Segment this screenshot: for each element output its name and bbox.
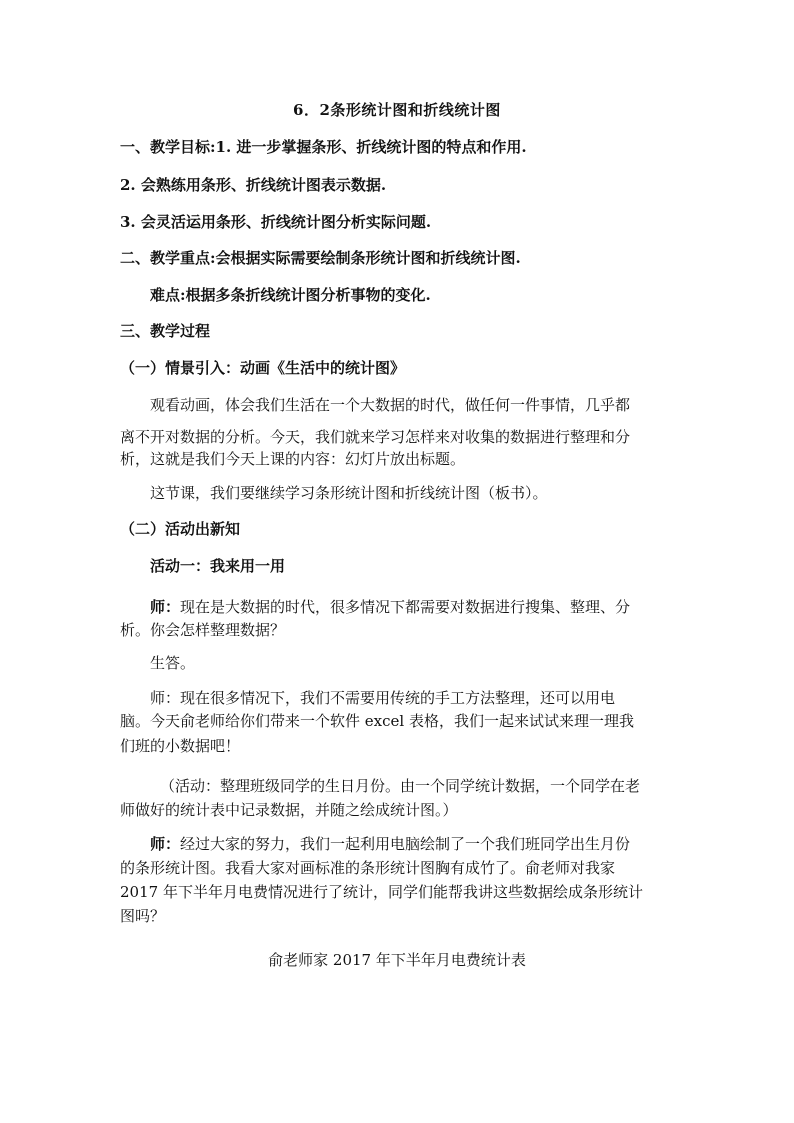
section-1-heading: （一）情景引入：动画《生活中的统计图》 [120, 359, 406, 377]
teacher-label: 师： [150, 598, 181, 616]
activity-note-line-1: （活动：整理班级同学的生日月份。由一个同学统计数据，一个同学在老 [160, 777, 641, 795]
difficulty: 难点:根据多条折线统计图分析事物的变化. [150, 286, 431, 304]
objectives-heading: 一、教学目标:1. 进一步掌握条形、折线统计图的特点和作用. [120, 138, 527, 156]
section-1-paragraph-2: 这节课，我们要继续学习条形统计图和折线统计图（板书）。 [150, 484, 548, 502]
teacher-remark-3-line-4: 图吗？ [120, 907, 166, 925]
key-points: 二、教学重点:会根据实际需要绘制条形统计图和折线统计图. [120, 249, 521, 267]
objective-3: 3. 会灵活运用条形、折线统计图分析实际问题. [120, 213, 432, 231]
document-title: 6．2条形统计图和折线统计图 [293, 101, 501, 119]
section-2-heading: （二）活动出新知 [120, 520, 241, 538]
teacher-remark-1-line-1 [150, 597, 630, 617]
teacher-remark-3-text: 经过大家的努力，我们一起利用电脑绘制了一个我们班同学出生月份 [180, 835, 631, 853]
student-answer: 生答。 [150, 654, 196, 672]
teacher-remark-3-line-2: 的条形统计图。我看大家对画标准的条形统计图胸有成竹了。俞老师对我家 [120, 859, 616, 877]
process-heading: 三、教学过程 [120, 322, 211, 340]
section-1-paragraph-line-2: 离不开对数据的分析。今天，我们就来学习怎样来对收集的数据进行整理和分 [120, 428, 631, 446]
teacher-remark-1-line-2: 析。你会怎样整理数据？ [120, 621, 286, 639]
activity-note-line-2: 师做好的统计表中记录数据，并随之绘成统计图。） [120, 801, 458, 819]
teacher-remark-3-line-1 [150, 834, 630, 854]
teacher-remark-2-line-3: 们班的小数据吧！ [120, 737, 241, 755]
objective-2: 2. 会熟练用条形、折线统计图表示数据. [120, 176, 387, 194]
activity-1-heading: 活动一：我来用一用 [150, 557, 286, 575]
teacher-remark-2-line-2: 脑。今天俞老师给你们带来一个软件 excel 表格，我们一起来试试来理一理我 [120, 712, 634, 730]
teacher-remark-1-text: 现在是大数据的时代，很多情况下都需要对数据进行搜集、整理、分 [180, 598, 631, 616]
teacher-remark-2-line-1: 师：现在很多情况下，我们不需要用传统的手工方法整理，还可以用电 [150, 689, 616, 707]
table-caption: 俞老师家 2017 年下半年月电费统计表 [268, 951, 526, 969]
section-1-paragraph-line-3: 析，这就是我们今天上课的内容：幻灯片放出标题。 [120, 450, 466, 468]
teacher-remark-3-line-3: 2017 年下半年月电费情况进行了统计，同学们能帮我讲这些数据绘成条形统计 [120, 883, 643, 901]
section-1-paragraph-line-1: 观看动画，体会我们生活在一个大数据的时代，做任何一件事情，几乎都 [150, 396, 631, 414]
teacher-label: 师： [150, 835, 181, 853]
